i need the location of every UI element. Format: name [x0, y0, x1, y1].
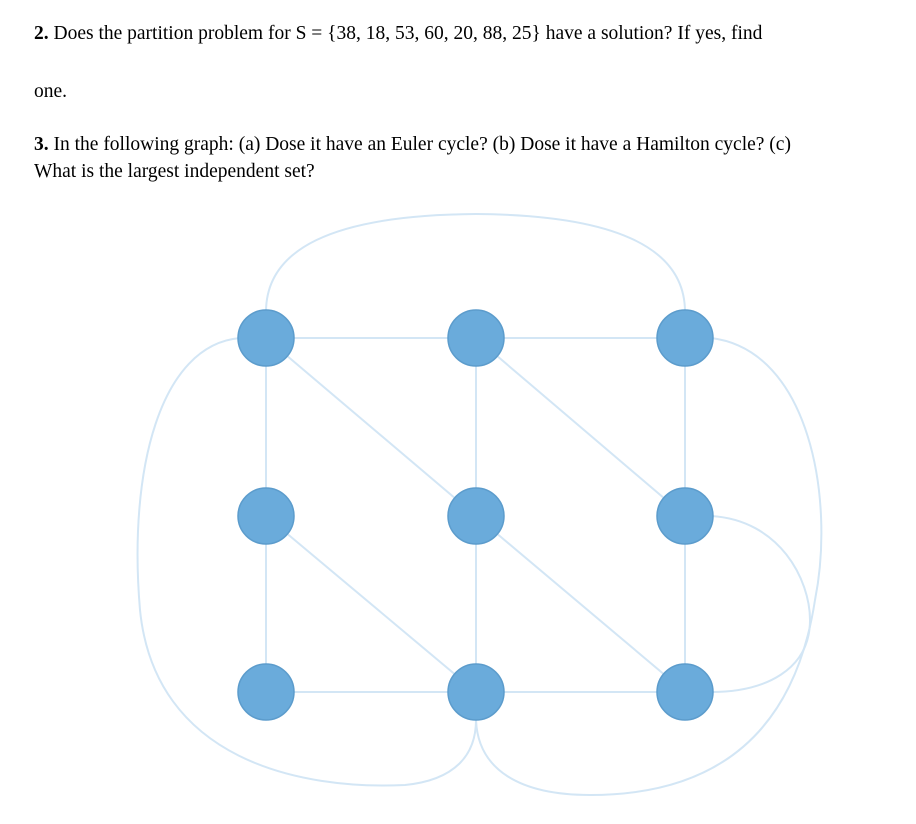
question-2-line-2: one. [34, 81, 68, 102]
edge-r1c1-r3c2-left-arc [138, 338, 476, 786]
edge-r2c2-r3c3 [476, 516, 685, 692]
graph-node [448, 310, 504, 366]
graph-node [448, 664, 504, 720]
edge-r1c1-r1c3-top-arc [266, 214, 685, 312]
question-2-number: 2. [34, 23, 49, 44]
graph-node [448, 488, 504, 544]
graph-node [238, 488, 294, 544]
question-3-line-2: What is the largest independent set? [34, 161, 315, 182]
graph-node [657, 488, 713, 544]
question-3-number: 3. [34, 134, 49, 155]
edge-r1c3-r3c2-right-arc [476, 338, 821, 795]
graph-node [238, 310, 294, 366]
edge-r2c1-r3c2 [266, 516, 476, 692]
question-2-text: Does the partition problem for S = {38, 18, 53, 60, 20, 88, 25} have a solution? If yes, find [48, 23, 763, 44]
edge-r2c3-r3c3-side-arc [711, 516, 810, 692]
edge-r1c1-r2c2 [266, 338, 476, 516]
edge-r1c2-r2c3 [476, 338, 685, 516]
graph-node [657, 310, 713, 366]
question-3-text: In the following graph: (a) Dose it have an Euler cycle? (b) Dose it have a Hamilton cycle? (c) [48, 134, 791, 155]
graph-node [657, 664, 713, 720]
graph-node [238, 664, 294, 720]
